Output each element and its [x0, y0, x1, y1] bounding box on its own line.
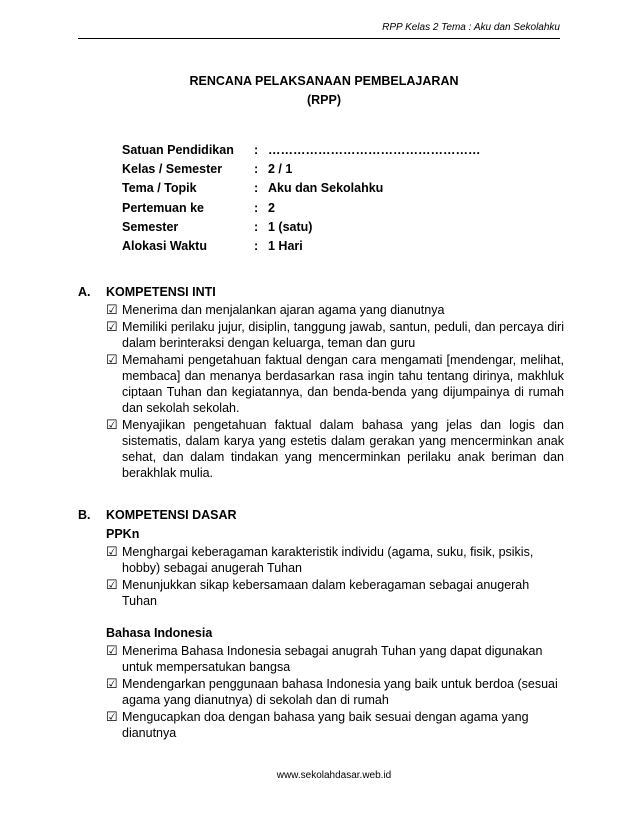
list-item [106, 417, 564, 481]
list-item-text: Menerima Bahasa Indonesia sebagai anugrah Tuhan yang dapat digunakan untuk mempersatukan bangsa [122, 644, 543, 674]
identity-row [122, 198, 481, 217]
identity-key: Pertemuan ke [122, 200, 204, 215]
bahasa-list [106, 643, 564, 742]
identity-row [122, 159, 481, 178]
list-item-text: Menunjukkan sikap kebersamaan dalam keberagaman sebagai anugerah Tuhan [122, 578, 530, 608]
footer-url: www.sekolahdasar.web.id [276, 770, 392, 781]
checkbox-checked-icon: ☑ [106, 352, 118, 367]
list-item [106, 544, 564, 576]
document-title [0, 72, 638, 110]
checkbox-checked-icon: ☑ [106, 709, 118, 724]
identity-colon: : [254, 200, 259, 215]
identity-table [122, 140, 481, 256]
list-item-text: Memahami pengetahuan faktual dengan cara mengamati [mendengar, melihat, membaca] dan menanya berdasarkan rasa ingin tahu tentang dirinya, makhluk ciptaan Tuhan dan kegiatannya, dan benda-benda yang dijumpainya di rumah dan sekolah sekolah. [122, 353, 564, 415]
checkbox-checked-icon: ☑ [106, 643, 118, 658]
list-item-text: Menerima dan menjalankan ajaran agama yang dianutnya [122, 303, 445, 317]
list-item-text: Mengucapkan doa dengan bahasa yang baik sesuai dengan agama yang dianutnya [122, 710, 529, 740]
checkbox-checked-icon: ☑ [106, 676, 118, 691]
checkbox-checked-icon: ☑ [106, 577, 118, 592]
list-item-text: Mendengarkan penggunaan bahasa Indonesia yang baik untuk berdoa (sesuai agama yang dianutnya) di sekolah dan di rumah [122, 677, 558, 707]
section-a-title: KOMPETENSI INTI [106, 285, 216, 299]
section-b-label: B. [78, 508, 91, 522]
ppkn-list [106, 544, 564, 610]
section-a-label: A. [78, 285, 91, 299]
identity-colon: : [254, 219, 259, 234]
identity-colon: : [254, 181, 259, 196]
identity-value: 1 (satu) [268, 219, 313, 234]
list-item [106, 352, 564, 416]
checkbox-checked-icon: ☑ [106, 544, 118, 559]
identity-colon: : [254, 239, 259, 254]
title-line-1: RENCANA PELAKSANAAN PEMBELAJARAN [189, 74, 459, 88]
section-b-title: KOMPETENSI DASAR [106, 508, 237, 522]
list-item [106, 319, 564, 351]
identity-key: Kelas / Semester [122, 161, 223, 176]
identity-row [122, 140, 481, 159]
identity-colon: : [254, 142, 259, 157]
checkbox-checked-icon: ☑ [106, 302, 118, 317]
identity-row [122, 236, 481, 255]
checkbox-checked-icon: ☑ [106, 319, 118, 334]
identity-key: Satuan Pendidikan [122, 142, 234, 157]
list-item-text: Menyajikan pengetahuan faktual dalam bahasa yang jelas dan logis dan sistematis, dalam karya yang estetis dalam gerakan yang mencerminkan anak sehat, dan dalam tindakan yang mencerminkan perilaku anak beriman dan berakhlak mulia. [122, 418, 564, 480]
ppkn-title: PPKn [106, 527, 140, 541]
identity-value: 2 [268, 200, 275, 215]
identity-key: Semester [122, 219, 179, 234]
identity-value: …………………………………………… [268, 142, 481, 157]
identity-value: 1 Hari [268, 239, 303, 254]
list-item [106, 643, 564, 675]
list-item-text: Memiliki perilaku jujur, disiplin, tanggung jawab, santun, peduli, dan percaya diri dalam berinteraksi dengan keluarga, teman dan guru [122, 320, 564, 350]
list-item [106, 709, 564, 741]
identity-key: Alokasi Waktu [122, 239, 207, 254]
list-item [106, 676, 564, 708]
header-rule [78, 38, 560, 39]
section-a-list [106, 302, 564, 482]
identity-colon: : [254, 161, 259, 176]
title-line-2: (RPP) [306, 93, 342, 107]
identity-value: 2 / 1 [268, 161, 293, 176]
list-item-text: Menghargai keberagaman karakteristik individu (agama, suku, fisik, psikis, hobby) sebagai anugerah Tuhan [122, 545, 534, 575]
list-item [106, 577, 564, 609]
list-item [106, 302, 564, 318]
checkbox-checked-icon: ☑ [106, 417, 118, 432]
identity-key: Tema / Topik [122, 181, 197, 196]
identity-row [122, 179, 481, 198]
identity-value: Aku dan Sekolahku [268, 181, 384, 196]
running-header: RPP Kelas 2 Tema : Aku dan Sekolahku [382, 22, 560, 33]
identity-row [122, 217, 481, 236]
bahasa-title: Bahasa Indonesia [106, 626, 213, 640]
